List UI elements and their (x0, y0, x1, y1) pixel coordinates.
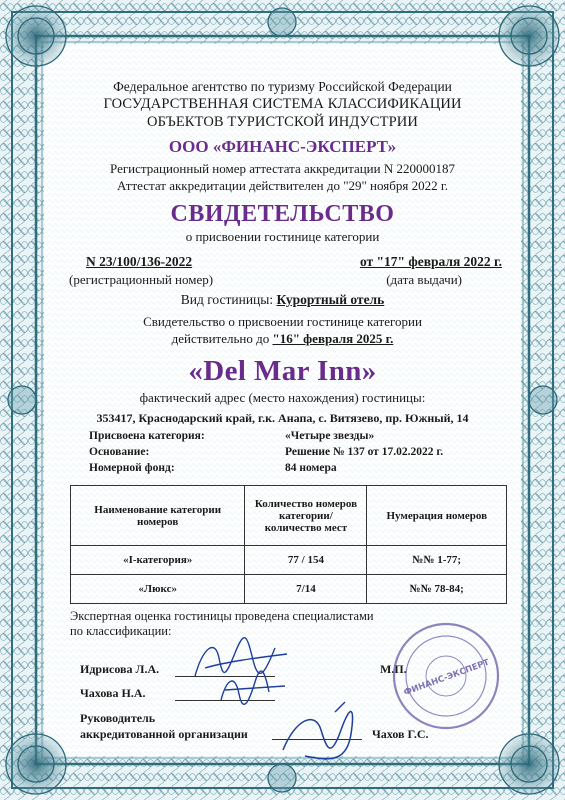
certificate-title: СВИДЕТЕЛЬСТВО (170, 201, 395, 227)
registration-number: N 23/100/136-2022 (86, 254, 193, 269)
accreditation-number: Регистрационный номер аттестата аккредитации N 220000187 (110, 161, 455, 176)
detail-row (60, 462, 505, 478)
table-header-cell: Количество номеров категории/ количество мест (245, 486, 367, 546)
expert-2-name: Чахова Н.А. (80, 686, 146, 700)
validity-prefix: действительно до (171, 331, 270, 346)
detail-row (60, 446, 505, 462)
expert-1-name: Идрисова Л.А. (80, 662, 160, 676)
registration-captions (60, 272, 505, 289)
table-header-row (71, 486, 507, 546)
detail-row (60, 430, 505, 446)
system-line-1: ГОСУДАРСТВЕННАЯ СИСТЕМА КЛАССИФИКАЦИИ (103, 96, 462, 112)
detail-value: Решение № 137 от 17.02.2022 г. (285, 446, 444, 458)
validity-date: "16" февраля 2025 г. (272, 331, 394, 346)
detail-key: Присвоена категория: (89, 430, 205, 442)
table-cell: №№ 78-84; (367, 575, 507, 604)
certificate-content (60, 78, 505, 639)
expert-intro-line-1: Экспертная оценка гостиницы проведена специалистами (70, 609, 374, 623)
system-line-2: ОБЪЕКТОВ ТУРИСТСКОЙ ИНДУСТРИИ (147, 114, 418, 130)
agency-name: Федеральное агентство по туризму Российской Федерации (113, 79, 452, 94)
detail-key: Номерной фонд: (89, 462, 175, 474)
organization-stamp (390, 620, 502, 732)
detail-value: 84 номера (285, 462, 337, 474)
table-header-cell: Наименование категории номеров (71, 486, 245, 546)
head-name: Чахов Г.С. (372, 727, 429, 741)
hotel-name: «Del Mar Inn» (188, 355, 377, 387)
head-title (80, 710, 248, 742)
hotel-type-label: Вид гостиницы: (180, 292, 274, 307)
validity-line-1: Свидетельство о присвоении гостинице категории (143, 314, 422, 329)
issue-date: от "17" февраля 2022 г. (359, 254, 502, 269)
table-cell: «I-категория» (71, 546, 245, 575)
table-row (71, 546, 507, 575)
stamp-center-text: ФИНАНС-ЭКСПЕРТ (402, 657, 491, 699)
hotel-type (60, 291, 505, 309)
table-cell: 7/14 (245, 575, 367, 604)
accreditation-valid: Аттестат аккредитации действителен до "29" ноября 2022 г. (117, 178, 448, 193)
table-row (71, 575, 507, 604)
hotel-type-value: Курортный отель (276, 292, 385, 307)
registration-number-caption: (регистрационный номер) (69, 272, 214, 287)
validity-line-2 (60, 330, 505, 347)
head-title-line-1: Руководитель (80, 711, 156, 725)
expert-intro-line-2: по классификации: (70, 624, 172, 638)
table-cell: «Люкс» (71, 575, 245, 604)
registration-row (60, 254, 505, 272)
table-cell: 77 / 154 (245, 546, 367, 575)
hotel-address: 353417, Краснодарский край, г.к. Анапа, с. Витязево, пр. Южный, 14 (96, 411, 469, 425)
table-cell: №№ 1-77; (367, 546, 507, 575)
address-label: фактический адрес (место нахождения) гостиницы: (139, 390, 426, 405)
detail-value: «Четыре звезды» (285, 430, 375, 442)
head-title-line-2: аккредитованной организации (80, 727, 248, 741)
stamp-label: М.П. (380, 662, 407, 676)
certificate-subtitle: о присвоении гостинице категории (185, 229, 380, 244)
details-list (60, 430, 505, 478)
detail-key: Основание: (89, 446, 150, 458)
head-signature (275, 700, 375, 770)
room-categories-table (70, 485, 507, 604)
issue-date-caption: (дата выдачи) (386, 272, 462, 287)
organization-name: ООО «ФИНАНС-ЭКСПЕРТ» (168, 137, 397, 156)
table-header-cell: Нумерация номеров (367, 486, 507, 546)
